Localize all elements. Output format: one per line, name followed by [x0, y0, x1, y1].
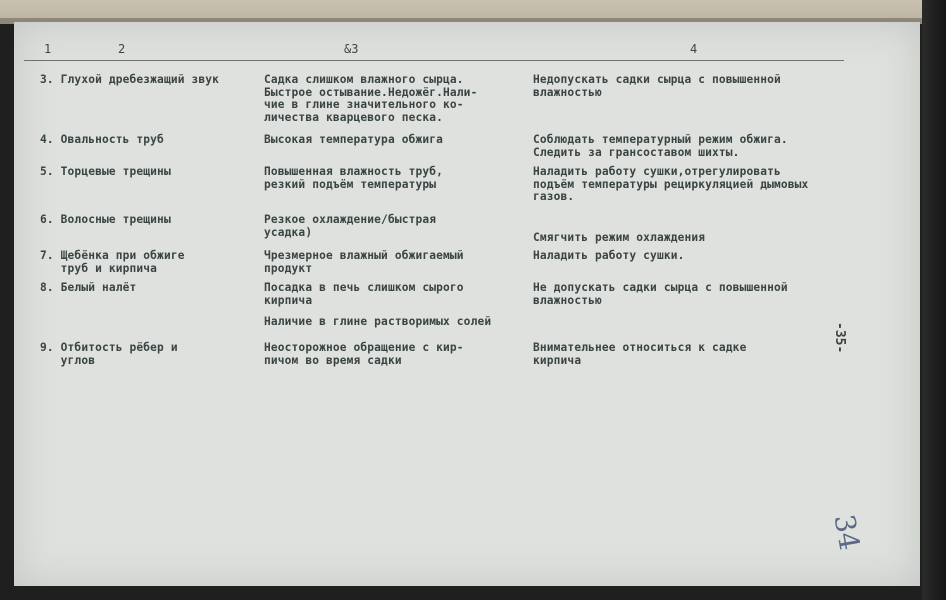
dark-margin — [922, 0, 946, 600]
cause-cell: Наличие в глине растворимых солей — [264, 315, 492, 328]
page-number-stamp: -35- — [832, 322, 847, 354]
remedy-cell: Наладить работу сушки,отрегулировать подъём температуры рециркуляцией дымовых газов. — [533, 165, 809, 204]
cause-cell: Высокая температура обжига — [264, 133, 444, 146]
column-header-row — [14, 42, 920, 68]
cause-cell: Посадка в печь слишком сырого кирпича — [264, 281, 464, 307]
remedy-cell: Смягчить режим охлаждения — [533, 231, 706, 244]
defect-cell: 4. Овальность труб — [40, 133, 164, 146]
column-number-3: &3 — [344, 42, 359, 56]
remedy-cell: Соблюдать температурный режим обжига. Следить за грансоставом шихты. — [533, 133, 788, 159]
remedy-cell: Внимательнее относиться к садке кирпича — [533, 341, 747, 367]
cause-cell: Садка слишком влажного сырца. Быстрое остывание.Недожёг.Нали- чие в глине значительного ко- личества кварцевого песка. — [264, 73, 478, 124]
remedy-cell: Недопускать садки сырца с повышенной влажностью — [533, 73, 781, 99]
cause-cell: Повышенная влажность труб, резкий подъём температуры — [264, 165, 444, 191]
defect-cell: 9. Отбитость рёбер и углов — [40, 341, 178, 367]
handwritten-folio-number: 34 — [827, 512, 867, 553]
defect-cell: 8. Белый налёт — [40, 281, 137, 294]
remedy-cell: Не допускать садки сырца с повышенной влажностью — [533, 281, 788, 307]
defect-cell: 6. Волосные трещины — [40, 213, 171, 226]
remedy-cell: Наладить работу сушки. — [533, 249, 685, 262]
defect-cell: 5. Торцевые трещины — [40, 165, 171, 178]
cause-cell: Резкое охлаждение/быстрая усадка) — [264, 213, 437, 239]
column-number-1: 1 — [44, 42, 52, 56]
header-rule — [24, 60, 844, 61]
defect-cell: 7. Щебёнка при обжиге труб и кирпича — [40, 249, 185, 275]
defect-cell: 3. Глухой дребезжащий звук — [40, 73, 220, 86]
cause-cell: Чрезмерное влажный обжигаемый продукт — [264, 249, 464, 275]
column-number-2: 2 — [118, 42, 126, 56]
cause-cell: Неосторожное обращение с кир- пичом во время садки — [264, 341, 464, 367]
typewritten-page — [14, 22, 920, 586]
column-number-4: 4 — [690, 42, 698, 56]
